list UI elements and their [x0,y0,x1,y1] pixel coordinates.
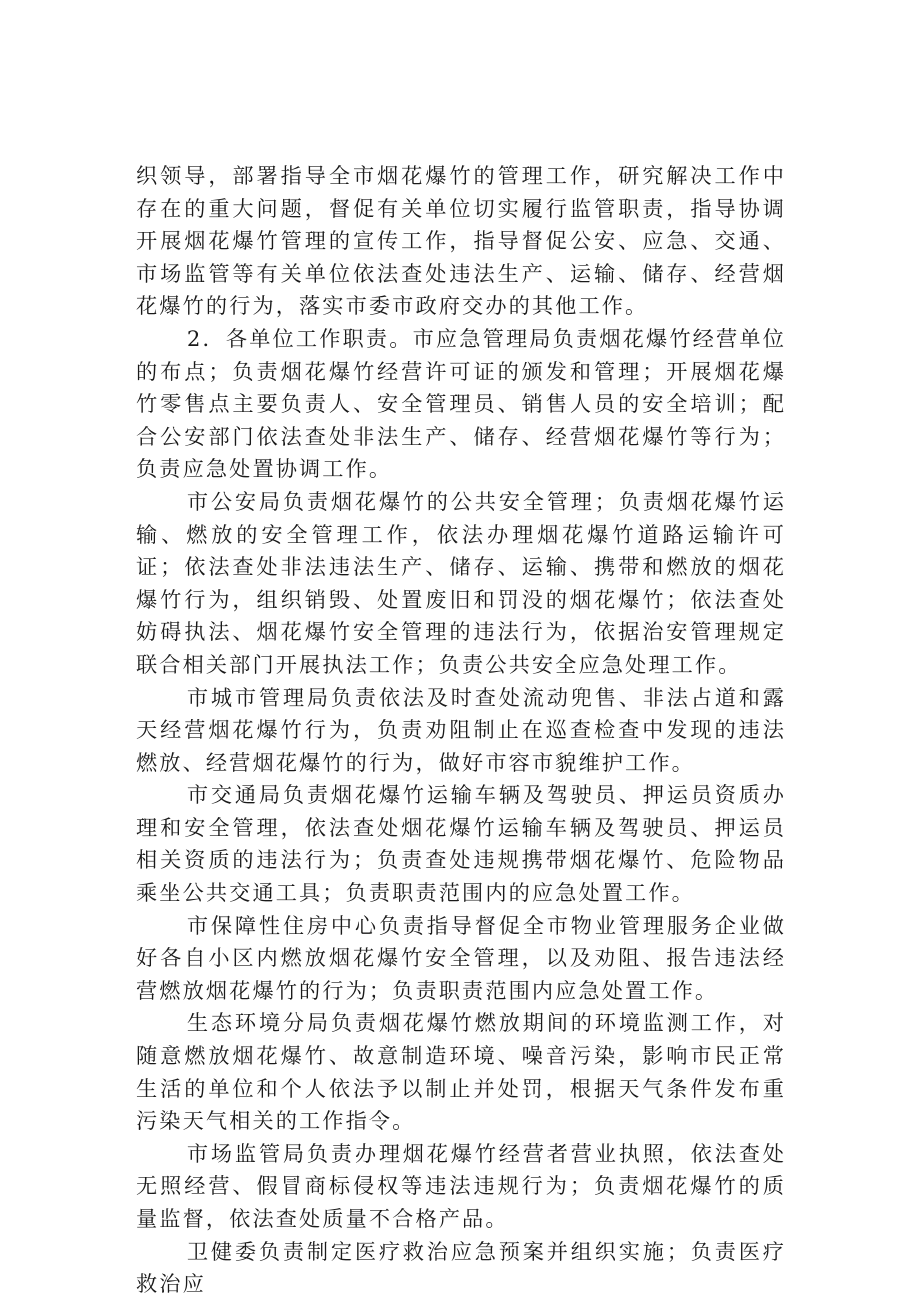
paragraph-7: 生态环境分局负责烟花爆竹燃放期间的环境监测工作，对随意燃放烟花爆竹、故意制造环境、噪音污染，影响市民正常生活的单位和个人依法予以制止并处罚，根据天气条件发布重污染天气相关的工作指令。 [136,1010,786,1134]
paragraph-3: 市公安局负责烟花爆竹的公共安全管理；负责烟花爆竹运输、燃放的安全管理工作，依法办理烟花爆竹道路运输许可证；依法查处非法违法生产、储存、运输、携带和燃放的烟花爆竹行为，组织销毁、处置废旧和罚没的烟花爆竹；依法查处妨碍执法、烟花爆竹安全管理的违法行为，依据治安管理规定联合相关部门开展执法工作；负责公共安全应急处理工作。 [136,488,786,677]
paragraph-1: 织领导，部署指导全市烟花爆竹的管理工作，研究解决工作中存在的重大问题，督促有关单位切实履行监管职责，指导协调开展烟花爆竹管理的宣传工作，指导督促公安、应急、交通、市场监管等有关单位依法查处违法生产、运输、储存、经营烟花爆竹的行为，落实市委市政府交办的其他工作。 [136,163,786,319]
paragraph-4: 市城市管理局负责依法及时查处流动兜售、非法占道和露天经营烟花爆竹行为，负责劝阻制止在巡查检查中发现的违法燃放、经营烟花爆竹的行为，做好市容市貌维护工作。 [136,684,786,775]
document-body [136,160,786,1301]
paragraph-5: 市交通局负责烟花爆竹运输车辆及驾驶员、押运员资质办理和安全管理，依法查处烟花爆竹运输车辆及驾驶员、押运员相关资质的违法行为；负责查处违规携带烟花爆竹、危险物品乘坐公共交通工具；负责职责范围内的应急处置工作。 [136,782,786,906]
paragraph-8: 市场监管局负责办理烟花爆竹经营者营业执照，依法查处无照经营、假冒商标侵权等违法违规行为；负责烟花爆竹的质量监督，依法查处质量不合格产品。 [136,1140,786,1231]
paragraph-2: 2．各单位工作职责。市应急管理局负责烟花爆竹经营单位的布点；负责烟花爆竹经营许可证的颁发和管理；开展烟花爆竹零售点主要负责人、安全管理员、销售人员的安全培训；配合公安部门依法查处非法生产、储存、经营烟花爆竹等行为；负责应急处置协调工作。 [136,325,786,482]
paragraph-6: 市保障性住房中心负责指导督促全市物业管理服务企业做好各自小区内燃放烟花爆竹安全管理，以及劝阻、报告违法经营燃放烟花爆竹的行为；负责职责范围内应急处置工作。 [136,912,786,1003]
paragraph-9: 卫健委负责制定医疗救治应急预案并组织实施；负责医疗救治应 [136,1238,786,1297]
